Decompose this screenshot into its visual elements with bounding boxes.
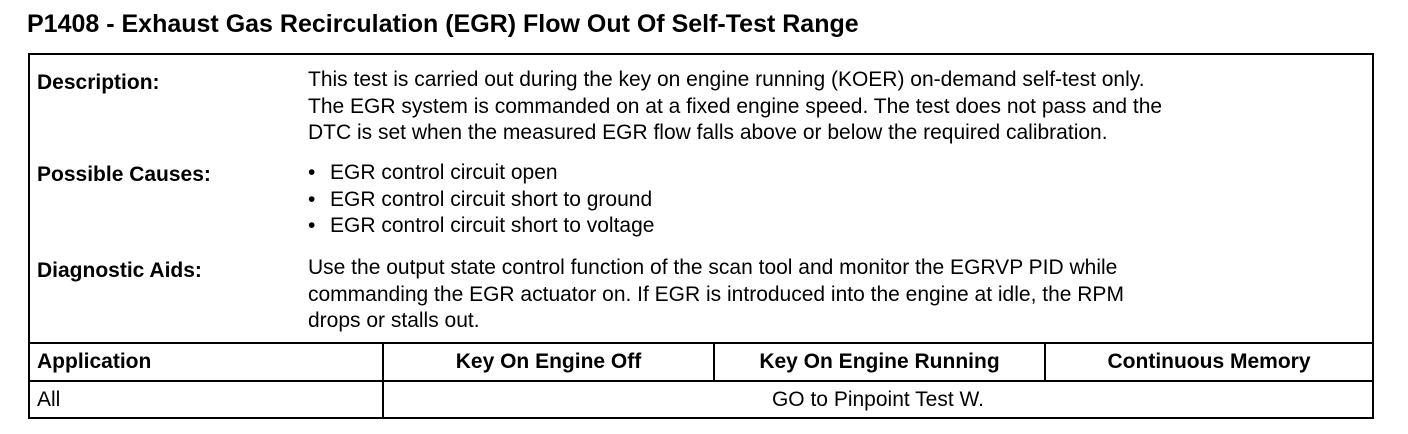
- application-table: [30, 342, 1372, 417]
- header-application: Application: [37, 350, 152, 373]
- dtc-info-box: [28, 53, 1374, 419]
- diagnostic-aids-line: Use the output state control function of the scan tool and monitor the EGRVP PID while: [308, 256, 1118, 279]
- header-koeo: Key On Engine Off: [382, 344, 713, 380]
- cause-text: EGR control circuit short to voltage: [330, 214, 655, 237]
- table-header-row: [30, 344, 1372, 382]
- diagnostic-aids-line: commanding the EGR actuator on. If EGR is introduced into the engine at idle, the RPM: [308, 282, 1124, 306]
- description-line: This test is carried out during the key on engine running (KOER) on-demand self-test only.: [308, 68, 1145, 91]
- diagnostic-aids-line: drops or stalls out.: [308, 309, 480, 332]
- pinpoint-test-action: GO to Pinpoint Test W.: [382, 382, 1372, 417]
- description-text: [308, 67, 1162, 147]
- possible-causes-label: Possible Causes:: [37, 163, 211, 186]
- list-item: [308, 160, 654, 187]
- description-line: The EGR system is commanded on at a fixed engine speed. The test does not pass and the: [308, 94, 1163, 118]
- bullet-icon: •: [308, 187, 316, 211]
- possible-causes-list: [308, 160, 654, 240]
- description-line: DTC is set when the measured EGR flow falls above or below the required calibration.: [308, 121, 1108, 144]
- diagnostic-aids-text: [308, 255, 1124, 335]
- application-value: All: [37, 387, 61, 411]
- header-koer: Key On Engine Running: [713, 344, 1044, 380]
- page-title: P1408 - Exhaust Gas Recirculation (EGR) Flow Out Of Self-Test Range: [27, 10, 859, 38]
- cause-text: EGR control circuit short to ground: [330, 187, 653, 211]
- diagnostic-aids-label: Diagnostic Aids:: [37, 259, 202, 282]
- bullet-icon: •: [308, 214, 316, 237]
- list-item: [308, 187, 654, 214]
- table-row: [30, 382, 1372, 417]
- cause-text: EGR control circuit open: [330, 161, 558, 184]
- list-item: [308, 213, 654, 240]
- bullet-icon: •: [308, 161, 316, 184]
- description-label: Description:: [37, 71, 160, 94]
- header-continuous-memory: Continuous Memory: [1044, 344, 1372, 380]
